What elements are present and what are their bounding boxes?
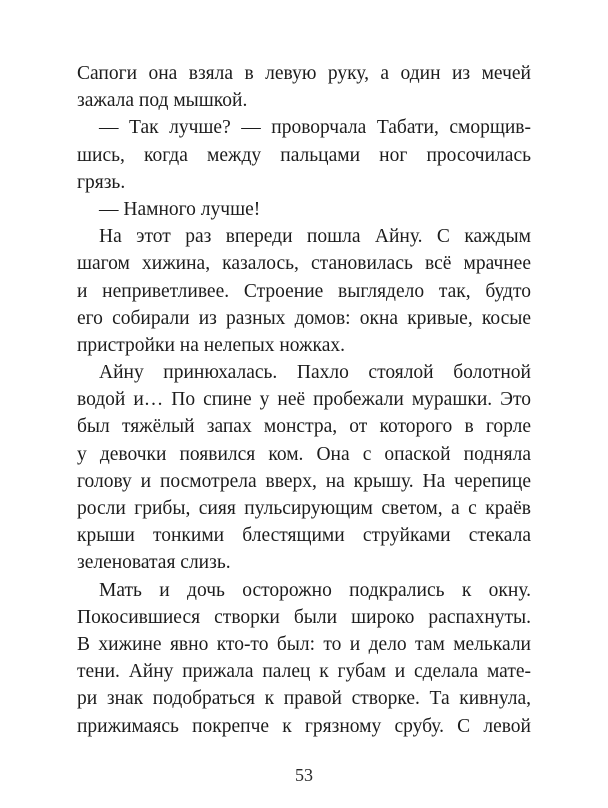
text-line: Мать и дочь осторожно подкрались к окну. <box>99 579 531 601</box>
text-line: его собирали из разных домов: окна кривые, косые <box>77 307 531 329</box>
text-line: зажала под мышкой. <box>77 90 248 112</box>
text-line: Айну принюхалась. Пахло стоялой болотной <box>99 362 531 384</box>
text-line: пристройки на нелепых ножках. <box>77 334 345 356</box>
text-line: росли грибы, сияя пульсирующим светом, а с краёв <box>77 498 531 519</box>
paragraph <box>77 114 531 196</box>
paragraph <box>77 223 531 359</box>
text-line: грязь. <box>77 171 126 193</box>
text-line: и неприветливее. Строение выглядело так, будто <box>77 280 531 302</box>
page-number: 53 <box>295 765 313 785</box>
text-line: — Так лучше? — проворчала Табати, сморщив- <box>99 117 531 139</box>
text-line: прижимаясь покрепче к грязному срубу. С левой <box>77 715 531 737</box>
text-line: был тяжёлый запах монстра, от которого в горле <box>77 416 531 438</box>
text-line: голову и посмотрела вверх, на крышу. На черепице <box>77 470 531 492</box>
text-line: шись, когда между пальцами ног просочилась <box>77 144 531 166</box>
paragraph <box>77 60 531 114</box>
paragraph <box>77 196 531 223</box>
text-line: ри знак подобраться к правой створке. Та кивнула, <box>77 688 531 710</box>
text-line: Сапоги она взяла в левую руку, а один из мечей <box>77 63 531 84</box>
paragraph <box>77 577 531 740</box>
body-text <box>77 60 531 740</box>
text-line: На этот раз впереди пошла Айну. С каждым <box>99 226 531 248</box>
text-line: шагом хижина, казалось, становилась всё мрачнее <box>77 253 531 275</box>
text-line: зеленоватая слизь. <box>77 552 231 574</box>
text-line: В хижине явно кто-то был: то и дело там мелькали <box>77 633 531 655</box>
paragraph <box>77 359 531 577</box>
text-line: крыши тонкими блестящими струйками стекала <box>77 525 531 547</box>
text-line: — Намного лучше! <box>99 198 261 220</box>
text-line: тени. Айну прижала палец к губам и сделала мате- <box>77 661 531 683</box>
text-line: водой и… По спине у неё пробежали мурашки. Это <box>77 389 531 411</box>
text-line: Покосившиеся створки были широко распахнуты. <box>77 606 531 628</box>
text-line: у девочки появился ком. Она с опаской подняла <box>77 443 531 465</box>
